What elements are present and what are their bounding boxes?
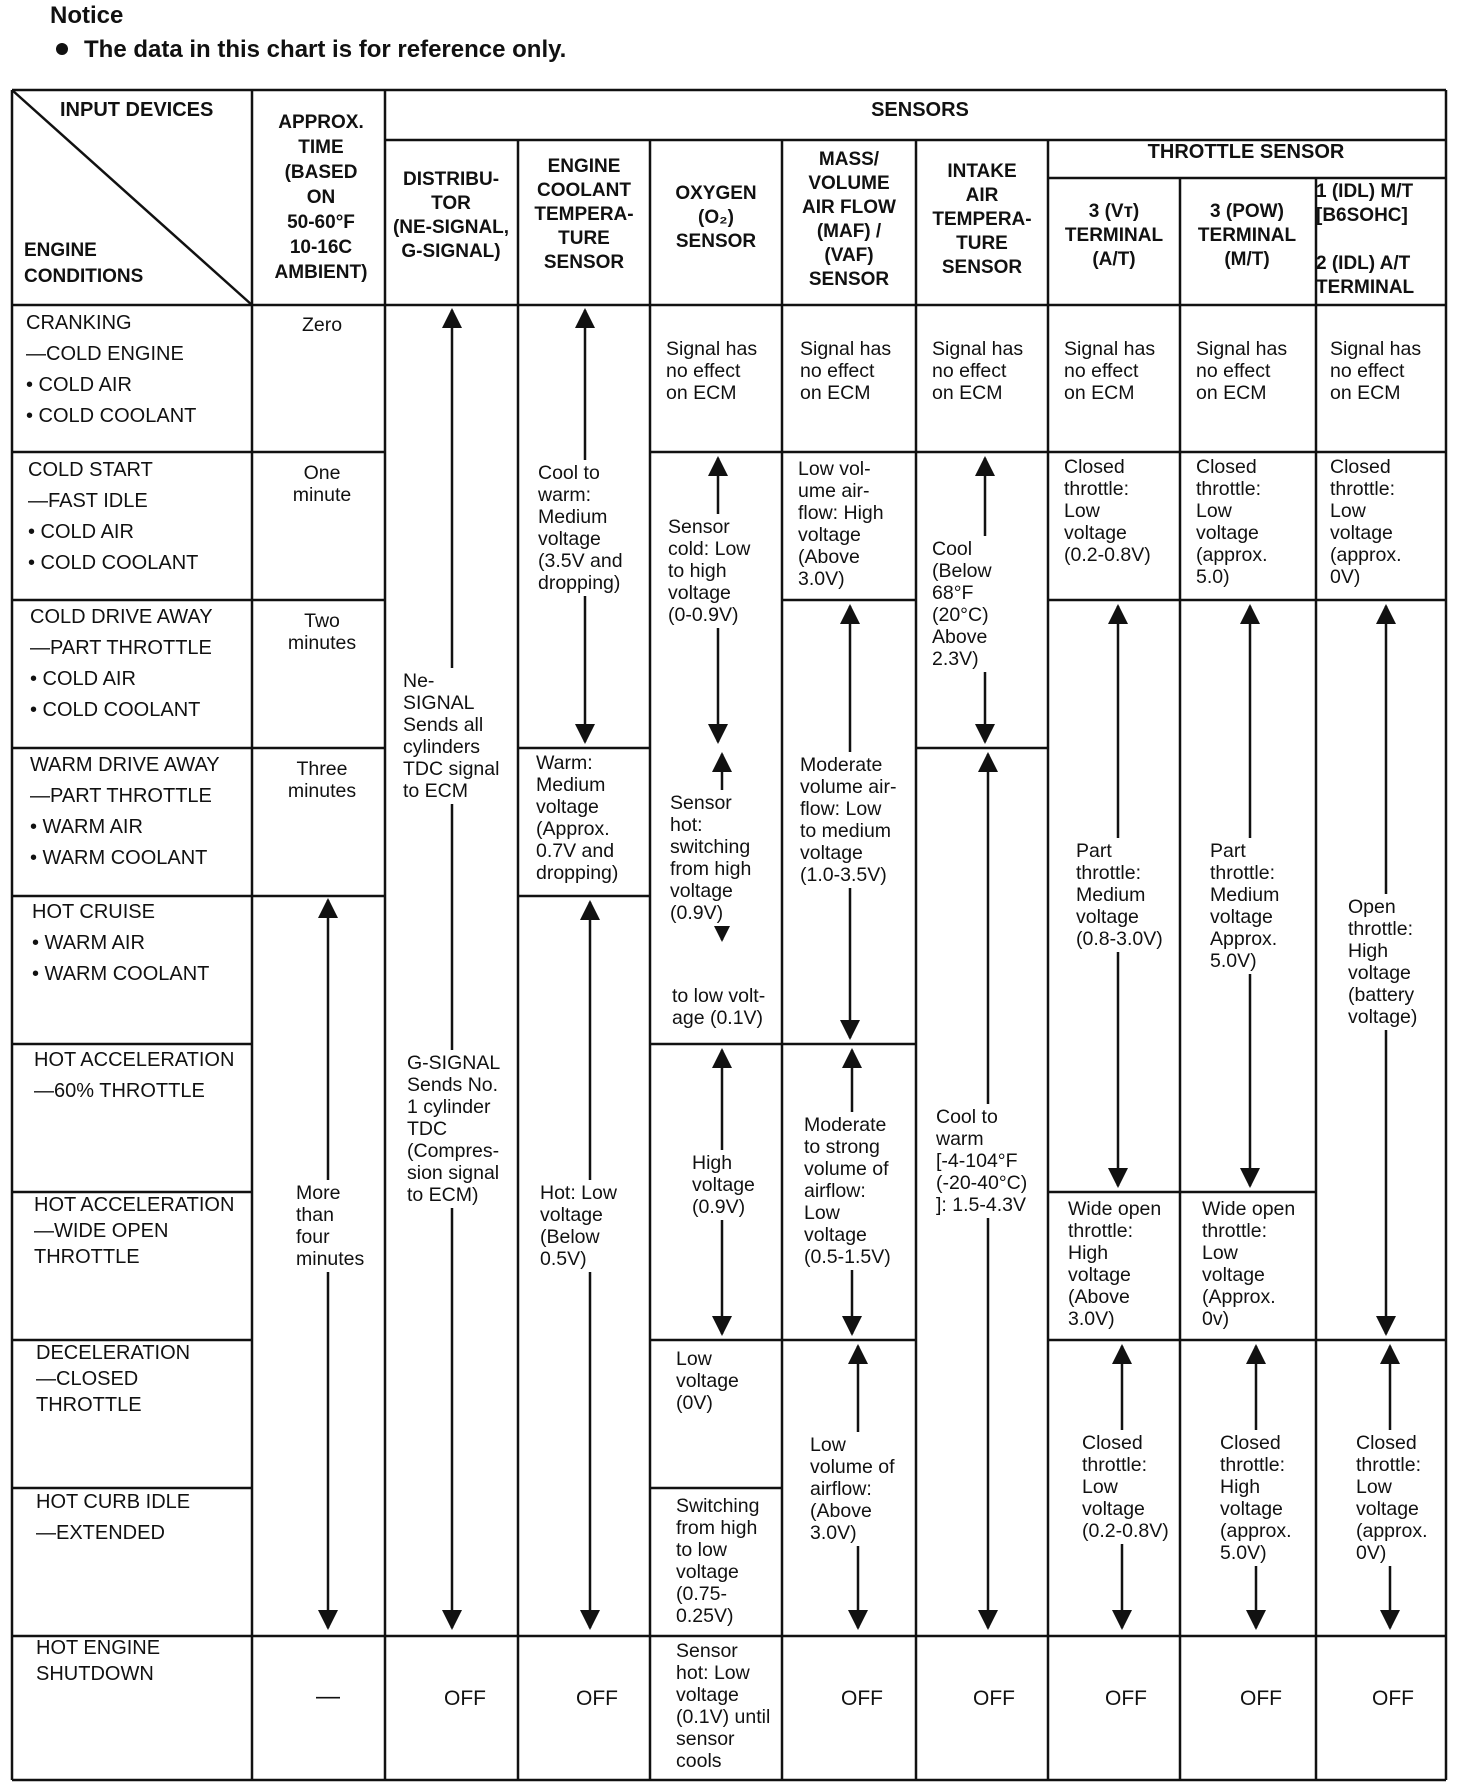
iat-cool-to-warm: Cool to warm [-4-104°F (-20-40°C) ]: 1.5-4.3V xyxy=(936,1106,1028,1216)
condition-warm-drive-away: WARM DRIVE AWAY —PART THROTTLE • WARM AIR • WARM COOLANT xyxy=(30,754,220,869)
oxygen-sensor-cold: Sensor cold: Low to high voltage (0-0.9V) xyxy=(668,516,751,626)
condition-hot-curb-idle: HOT CURB IDLE —EXTENDED xyxy=(36,1491,191,1544)
oxygen-low-voltage: Low voltage (0V) xyxy=(676,1348,739,1414)
header-tp-pow: 3 (POW) TERMINAL (M/T) xyxy=(1197,201,1297,270)
distributor-ne-signal: Ne- SIGNAL Sends all cylinders TDC signal to ECM xyxy=(403,670,500,802)
header-engine-conditions: ENGINE CONDITIONS xyxy=(24,240,144,287)
header-ect: ENGINE COOLANT TEMPERA- TURE SENSOR xyxy=(534,156,634,273)
maf-moderate-to-strong: Moderate to strong volume of airflow: Low voltage (0.5-1.5V) xyxy=(804,1114,891,1268)
header-tp-idl: 1 (IDL) M/T [B6SOHC] 2 (IDL) A/T TERMINAL xyxy=(1316,181,1415,298)
tp-vt-part: Part throttle: Medium voltage (0.8-3.0V) xyxy=(1076,840,1163,950)
condition-cold-start: COLD START —FAST IDLE • COLD AIR • COLD COOLANT xyxy=(28,459,199,574)
iat-cool: Cool (Below 68°F (20°C) Above 2.3V) xyxy=(932,538,992,670)
header-tp-vt: 3 (Vт) TERMINAL (A/T) xyxy=(1064,201,1164,270)
tp-pow-off: OFF xyxy=(1240,1687,1282,1710)
header-sensors: SENSORS xyxy=(871,99,969,121)
condition-hot-accel-wot: HOT ACCELERATION —WIDE OPEN THROTTLE xyxy=(34,1194,235,1268)
condition-cranking: CRANKING —COLD ENGINE • COLD AIR • COLD COOLANT xyxy=(26,312,197,427)
tp-pow-closed-2: Closed throttle: High voltage (approx. 5.0V) xyxy=(1220,1432,1292,1564)
tp-pow-closed-1: Closed throttle: Low voltage (approx. 5.0) xyxy=(1196,456,1268,588)
maf-off: OFF xyxy=(841,1687,883,1710)
notice-title: Notice xyxy=(50,2,124,29)
ect-cool-to-warm: Cool to warm: Medium voltage (3.5V and dropping) xyxy=(538,462,623,594)
notice-text: The data in this chart is for reference only. xyxy=(84,36,567,63)
header-maf: MASS/ VOLUME AIR FLOW (MAF) / (VAF) SENSOR xyxy=(802,149,896,290)
oxygen-no-effect: Signal has no effect on ECM xyxy=(666,338,758,404)
time-cranking: Zero xyxy=(301,314,343,336)
tp-idl-closed-1: Closed throttle: Low voltage (approx. 0V) xyxy=(1330,456,1402,588)
header-approx-time: APPROX. TIME (BASED ON 50-60°F 10-16C AMBIENT) xyxy=(274,112,368,283)
time-cold-drive: Two minutes xyxy=(287,610,357,654)
ect-off: OFF xyxy=(576,1687,618,1710)
tp-idl-no-effect: Signal has no effect on ECM xyxy=(1330,338,1422,404)
tp-vt-wide-open: Wide open throttle: High voltage (Above 3.0V) xyxy=(1068,1198,1162,1330)
iat-no-effect: Signal has no effect on ECM xyxy=(932,338,1024,404)
header-iat: INTAKE AIR TEMPERA- TURE SENSOR xyxy=(932,161,1032,278)
condition-hot-cruise: HOT CRUISE • WARM AIR • WARM COOLANT xyxy=(32,901,210,985)
iat-off: OFF xyxy=(973,1687,1015,1710)
oxygen-to-low: to low volt- age (0.1V) xyxy=(672,985,766,1029)
condition-cold-drive-away: COLD DRIVE AWAY —PART THROTTLE • COLD AIR • COLD COOLANT xyxy=(30,606,213,721)
oxygen-high-voltage: High voltage (0.9V) xyxy=(692,1152,755,1218)
tp-idl-off: OFF xyxy=(1372,1687,1414,1710)
tp-idl-closed-2: Closed throttle: Low voltage (approx. 0V) xyxy=(1356,1432,1428,1564)
tp-vt-closed-1: Closed throttle: Low voltage (0.2-0.8V) xyxy=(1064,456,1151,566)
tp-vt-no-effect: Signal has no effect on ECM xyxy=(1064,338,1156,404)
condition-hot-shutdown: HOT ENGINE SHUTDOWN xyxy=(36,1637,161,1685)
condition-hot-accel-60: HOT ACCELERATION —60% THROTTLE xyxy=(34,1049,235,1102)
maf-no-effect: Signal has no effect on ECM xyxy=(800,338,892,404)
tp-idl-open: Open throttle: High voltage (battery voltage) xyxy=(1348,896,1418,1028)
time-cold-start: One minute xyxy=(292,462,352,506)
distributor-off: OFF xyxy=(444,1687,486,1710)
oxygen-switching: Switching from high to low voltage (0.75- 0.25V) xyxy=(676,1495,760,1627)
distributor-g-signal: G-SIGNAL Sends No. 1 cylinder TDC (Compres- sion signal to ECM) xyxy=(407,1052,501,1206)
condition-deceleration: DECELERATION —CLOSED THROTTLE xyxy=(36,1342,191,1416)
time-warm-drive: Three minutes xyxy=(287,758,357,802)
tp-pow-part: Part throttle: Medium voltage Approx. 5.0V) xyxy=(1210,840,1280,972)
maf-low-airflow: Low volume of airflow: (Above 3.0V) xyxy=(810,1434,895,1544)
tp-vt-off: OFF xyxy=(1105,1687,1147,1710)
header-input-devices: INPUT DEVICES xyxy=(60,99,214,121)
header-distributor: DISTRIBU- TOR (NE-SIGNAL, G-SIGNAL) xyxy=(392,169,510,262)
header-throttle-sensor: THROTTLE SENSOR xyxy=(1147,141,1345,163)
ect-warm: Warm: Medium voltage (Approx. 0.7V and dropping) xyxy=(536,752,619,884)
tp-pow-no-effect: Signal has no effect on ECM xyxy=(1196,338,1288,404)
time-shutdown: — xyxy=(316,1683,340,1710)
header-oxygen: OXYGEN (O₂) SENSOR xyxy=(675,183,757,252)
oxygen-sensor-hot: Sensor hot: switching from high voltage (0.9V) xyxy=(670,792,752,924)
maf-low-volume: Low vol- ume air- flow: High voltage (Above 3.0V) xyxy=(798,458,884,590)
time-more-than-four: More than four minutes xyxy=(296,1182,365,1270)
oxygen-shutdown: Sensor hot: Low voltage (0.1V) until sensor cools xyxy=(676,1640,771,1772)
ect-hot: Hot: Low voltage (Below 0.5V) xyxy=(540,1182,617,1270)
tp-pow-wide-open: Wide open throttle: Low voltage (Approx. 0v) xyxy=(1202,1198,1296,1330)
maf-moderate: Moderate volume air- flow: Low to medium voltage (1.0-3.5V) xyxy=(800,754,897,886)
tp-vt-closed-2: Closed throttle: Low voltage (0.2-0.8V) xyxy=(1082,1432,1169,1542)
